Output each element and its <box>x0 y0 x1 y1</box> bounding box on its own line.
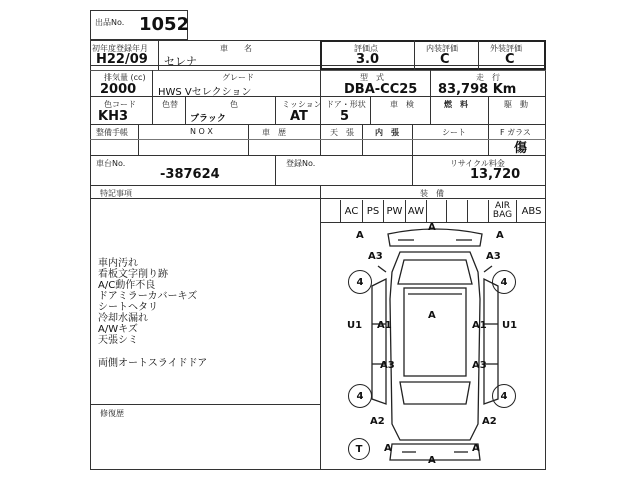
chassis-number-label: 車台No. <box>96 159 126 168</box>
equipment-ac: AC <box>340 200 362 222</box>
mark-side-right-u: U1 <box>502 320 518 331</box>
mark-door-left: A3 <box>380 360 395 371</box>
registration-number-label: 登録No. <box>286 159 316 168</box>
mark-front-right-corner: A <box>496 230 504 241</box>
tire-front-left: 4 <box>348 270 372 294</box>
mark-door-right: A3 <box>472 360 487 371</box>
remarks-title: 特記事項 <box>100 189 132 198</box>
model-label: 型 式 <box>360 73 384 82</box>
remark-line: シートヘタリ <box>98 302 158 313</box>
grade-value: HWS Vセレクション <box>158 87 252 98</box>
remark-line: 車内汚れ <box>98 258 138 269</box>
maintenance-book-label: 整備手帳 <box>96 128 128 137</box>
remark-line: 天張シミ <box>98 335 138 346</box>
color-code-value: KH3 <box>98 109 128 124</box>
first-registration-value: H22/09 <box>96 52 148 67</box>
inspection-label: 車 検 <box>390 100 414 109</box>
mark-side-left-a: A1 <box>377 320 392 331</box>
displacement-value: 2000 <box>100 82 137 97</box>
history-label: 車 歴 <box>262 128 286 137</box>
windshield-value: 傷 <box>514 141 528 156</box>
mark-front-bumper: A <box>428 222 436 233</box>
equipment-ps: PS <box>362 200 383 222</box>
remark-line: ドアミラーカバーキズ <box>98 291 198 302</box>
recycle-fee-label: リサイクル料金 <box>450 159 505 168</box>
mark-side-right-a: A1 <box>472 320 487 331</box>
interior-grade-label: 内装評価 <box>426 44 458 53</box>
car-name-value: セレナ <box>164 55 197 68</box>
mark-rear-bumper: A <box>428 455 436 466</box>
tire-rear-left: 4 <box>348 384 372 408</box>
mark-rear-left: A2 <box>370 416 385 427</box>
equipment-title: 装 備 <box>420 189 444 198</box>
repair-history-title: 修復歴 <box>100 409 124 418</box>
model-value: DBA-CC25 <box>344 82 418 97</box>
color-change-label: 色替 <box>162 100 178 109</box>
score-value: 3.0 <box>356 52 380 67</box>
equipment-empty <box>446 200 467 222</box>
lot-number-box <box>90 10 188 40</box>
mark-fender-right: A3 <box>486 251 501 262</box>
lot-number-label: 出品No. <box>95 18 125 27</box>
lot-number: 1052 <box>139 14 190 35</box>
remark-extra: 両側オートスライドドア <box>98 358 208 369</box>
remark-line: A/Wキズ <box>98 324 138 335</box>
color-label: 色 <box>230 100 238 109</box>
left-side-outline <box>372 279 386 404</box>
mark-rear-corner-left: A <box>384 443 392 454</box>
equipment-aw: AW <box>405 200 426 222</box>
first-registration-label: 初年度登録年月 <box>92 44 148 53</box>
mark-rear-corner-right: A <box>472 443 480 454</box>
displacement-label: 排気量 (cc) <box>104 73 146 82</box>
transmission-label: ミッション <box>282 100 322 109</box>
headliner-label: 天 張 <box>330 128 354 137</box>
seat-label: シート <box>442 128 466 137</box>
mark-side-left-u: U1 <box>347 320 363 331</box>
color-code-label: 色コード <box>104 100 136 109</box>
windshield-outline <box>398 260 472 284</box>
remark-line: 看板文字削り跡 <box>98 269 168 280</box>
fuel-label: 燃 料 <box>444 100 468 109</box>
rear-window-outline <box>400 382 470 404</box>
car-name-label: 車 名 <box>220 44 252 53</box>
drive-label: 駆 動 <box>504 100 528 109</box>
roof-outline <box>404 288 466 376</box>
tire-front-right: 4 <box>492 270 516 294</box>
remark-line: 冷却水漏れ <box>98 313 148 324</box>
mark-fender-left: A3 <box>368 251 383 262</box>
tire-rear-right: 4 <box>492 384 516 408</box>
equipment-empty <box>467 200 488 222</box>
trim-label: 内 張 <box>375 128 399 137</box>
equipment-empty <box>426 200 446 222</box>
equipment-abs: ABS <box>516 200 546 222</box>
equipment-airbag: AIR BAG <box>488 200 516 222</box>
exterior-grade-label: 外装評価 <box>490 44 522 53</box>
color-value: ブラック <box>190 114 226 124</box>
exterior-grade-value: C <box>505 52 515 67</box>
mileage-value: 83,798 Km <box>438 82 517 97</box>
windshield-label: F ガラス <box>500 128 531 137</box>
doors-value: 5 <box>340 109 350 124</box>
transmission-value: AT <box>290 109 308 124</box>
score-label: 評価点 <box>354 44 378 53</box>
mark-rear-right: A2 <box>482 416 497 427</box>
spare-tire: T <box>348 438 370 460</box>
recycle-fee-value: 13,720 <box>470 167 521 182</box>
equipment-pw: PW <box>383 200 405 222</box>
mileage-label: 走 行 <box>476 73 500 82</box>
chassis-number-value: -387624 <box>160 167 220 182</box>
grade-label: グレード <box>222 73 254 82</box>
nox-label: N O X <box>190 127 213 136</box>
right-side-outline <box>484 279 498 404</box>
mark-roof: A <box>428 310 436 321</box>
remark-line: A/C動作不良 <box>98 280 156 291</box>
doors-label: ドア・形状 <box>326 100 366 109</box>
interior-grade-value: C <box>440 52 450 67</box>
mark-front-left-corner: A <box>356 230 364 241</box>
car-damage-diagram <box>330 224 540 468</box>
equipment-blank <box>320 200 340 222</box>
